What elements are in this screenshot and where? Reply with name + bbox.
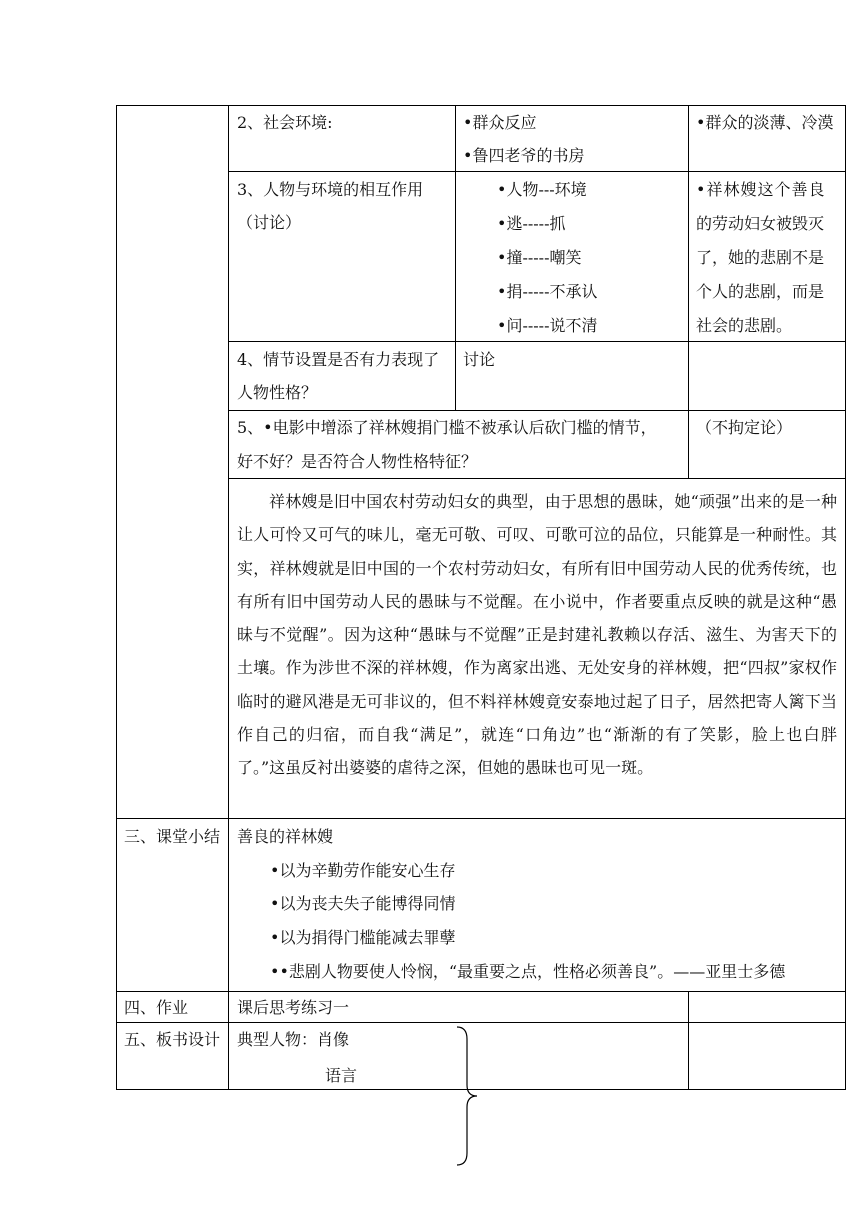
film-question: 5、•电影中增添了祥林嫂捐门槛不被承认后砍门槛的情节， <box>237 418 657 437</box>
table-top-border <box>116 105 846 106</box>
summary-title: 善良的祥林嫂 <box>237 827 334 846</box>
film-note: （不拘定论） <box>696 418 793 437</box>
interaction-note: •祥林嫂这个善良 <box>696 180 826 199</box>
board-section-label: 五、板书设计 <box>124 1030 221 1049</box>
board-line: 典型人物：肖像 <box>237 1030 350 1049</box>
table-right-border <box>845 105 846 1090</box>
homework-section-label: 四、作业 <box>124 998 189 1017</box>
interaction-note: 个人的悲剧，而是 <box>696 282 825 301</box>
interaction-item: •撞-----嘲笑 <box>497 248 582 267</box>
curly-brace-icon <box>455 1025 485 1167</box>
row-divider <box>116 818 846 819</box>
row-divider <box>228 341 845 342</box>
row-divider <box>228 478 845 479</box>
plot-question: 4、情节设置是否有力表现了 <box>237 350 440 369</box>
plot-answer: 讨论 <box>463 350 496 369</box>
interaction-note: 了，她的悲剧不是 <box>696 248 825 267</box>
summary-item: •以为辛勤劳作能安心生存 <box>270 861 456 880</box>
interaction-item: •捐-----不承认 <box>497 282 598 301</box>
interaction-label: 3、人物与环境的相互作用 <box>237 180 424 199</box>
row-divider <box>116 991 846 992</box>
interaction-label: （讨论） <box>237 213 302 232</box>
social-env-note: •群众的淡薄、冷漠 <box>696 113 834 132</box>
row-divider <box>228 171 845 172</box>
interaction-item: •问-----说不清 <box>497 316 598 335</box>
section-column-divider <box>228 105 229 1090</box>
social-env-item: •群众反应 <box>463 113 537 132</box>
board-line: 语言 <box>325 1066 358 1085</box>
interaction-note: 社会的悲剧。 <box>696 316 793 335</box>
plot-question: 人物性格？ <box>237 383 318 402</box>
row-divider <box>116 1022 846 1023</box>
analysis-paragraph: 祥林嫂是旧中国农村劳动妇女的典型，由于思想的愚昧，她“顽强”出来的是一种让人可怜又可气的味儿，毫无可敬、可叹、可歌可泣的品位，只能算是一种耐性。其实，祥林嫂就是旧中国的一个农村劳动妇女，有所有旧中国劳动人民的优秀传统，也有所有旧中国劳动人民的愚昧与不觉醒。在小说中，作者要重点反映的就是这种“愚昧与不觉醒”。因为这种“愚昧与不觉醒”正是封建礼教赖以存活、滋生、为害天下的土壤。作为涉世不深的祥林嫂，作为离家出逃、无处安身的祥林嫂，把“四叔”家权作临时的避风港是无可非议的，但不料祥林嫂竟安泰地过起了日子，居然把寄人篱下当作自己的归宿，而自我“满足”，就连“口角边”也“渐渐的有了笑影，脸上也白胖了。”这虽反衬出婆婆的虐待之深，但她的愚昧也可见一斑。 <box>237 492 837 778</box>
table-left-border <box>116 105 117 1090</box>
summary-quote: ••悲剧人物要使人怜悯，“最重要之点，性格必须善良”。——亚里士多德 <box>270 962 786 981</box>
row-divider <box>228 410 845 411</box>
social-env-item: •鲁四老爷的书房 <box>463 146 585 165</box>
mid-column-divider-upper <box>455 105 456 410</box>
social-env-label: 2、社会环境: <box>237 113 333 132</box>
summary-section-label: 三、课堂小结 <box>124 827 221 846</box>
right-column-divider-upper <box>688 105 689 478</box>
interaction-item: •人物---环境 <box>497 180 587 199</box>
homework-content: 课后思考练习一 <box>237 998 350 1017</box>
summary-item: •以为丧夫失子能博得同情 <box>270 894 456 913</box>
summary-item: •以为捐得门槛能减去罪孽 <box>270 928 456 947</box>
interaction-item: •逃-----抓 <box>497 214 566 233</box>
film-question: 好不好？是否符合人物性格特征？ <box>237 452 478 471</box>
right-column-divider-lower <box>688 991 689 1090</box>
interaction-note: 的劳动妇女被毁灭 <box>696 214 825 233</box>
